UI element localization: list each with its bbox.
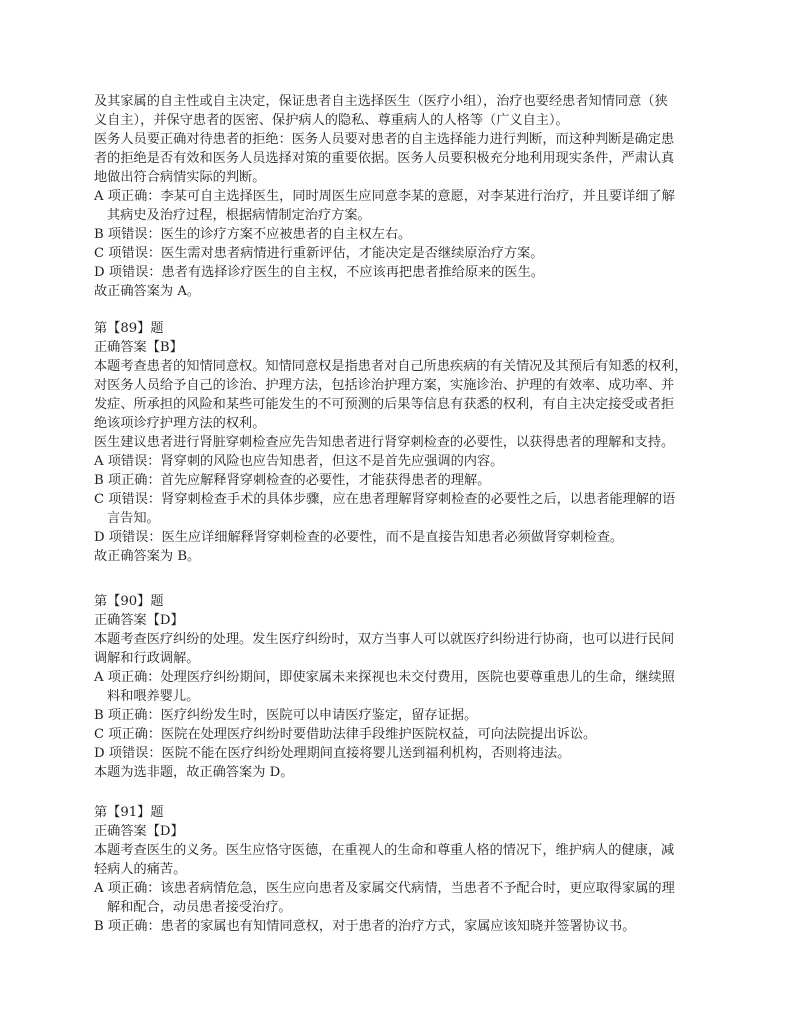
text-line: 及其家属的自主性或自主决定，保证患者自主选择医生（医疗小组），治疗也要经患者知情同意（狭 [94,94,668,109]
text-line: 发症、所承担的风险和某些可能发生的不可预测的后果等信息有获悉的权利，有自主决定接受或者拒 [94,397,675,412]
text-line: 本题考查医疗纠纷的处理。发生医疗纠纷时，双方当事人可以就医疗纠纷进行协商，也可以进行民间 [94,632,675,647]
text-line: 医务人员要正确对待患者的拒绝：医务人员要对患者的自主选择能力进行判断，而这种判断是确定患 [94,132,675,147]
question-title: 第【90】题 [94,594,164,609]
answer-label: 正确答案【D】 [94,613,184,628]
text-line: B 项正确：首先应解释肾穿刺检查的必要性，才能获得患者的理解。 [94,473,491,488]
text-line: 本题考查患者的知情同意权。知情同意权是指患者对自己所患疾病的有关情况及其预后有知悉的权利， [94,359,688,374]
text-line: C 项错误：肾穿刺检查手术的具体步骤，应在患者理解肾穿刺检查的必要性之后，以患者能理解的语 [94,492,676,507]
answer-label: 正确答案【D】 [94,824,184,839]
text-line: 本题考查医生的义务。医生应恪守医德，在重视人的生命和尊重人格的情况下，维护病人的健康，减 [94,843,675,858]
text-line: 者的拒绝是否有效和医务人员选择对策的重要依据。医务人员要积极充分地利用现实条件，严肃认真 [94,151,675,166]
text-line: 轻病人的痛苦。 [94,862,187,877]
question-91 [94,803,714,936]
text-line: 绝该项诊疗护理方法的权利。 [94,416,266,431]
text-line: 解和配合，动员患者接受治疗。 [107,900,292,915]
text-line: C 项错误：医生需对患者病情进行重新评估，才能决定是否继续原治疗方案。 [94,246,544,261]
text-line: 义自主），并保守患者的医密、保护病人的隐私、尊重病人的人格等（广义自主）。 [94,113,569,128]
text-line: B 项正确：医疗纠纷发生时，医院可以申请医疗鉴定，留存证据。 [94,708,478,723]
text-line: C 项正确：医院在处理医疗纠纷时要借助法律手段维护医院权益，可向法院提出诉讼。 [94,727,597,742]
text-line: 故正确答案为 A。 [94,284,201,299]
text-line: 料和喂养婴儿。 [107,689,200,704]
text-line: 调解和行政调解。 [94,651,200,666]
question-90 [94,592,714,782]
text-line: 医生建议患者进行肾脏穿刺检查应先告知患者进行肾穿刺检查的必要性，以获得患者的理解和支持。 [94,435,675,450]
text-line: 地做出符合病情实际的判断。 [94,170,266,185]
text-line: D 项错误：医生应详细解释肾穿刺检查的必要性，而不是直接告知患者必须做肾穿刺检查。 [94,530,624,545]
text-line: 对医务人员给予自己的诊治、护理方法，包括诊治护理方案，实施诊治、护理的有效率、成功率、并 [94,378,675,393]
text-line: B 项错误：医生的诊疗方案不应被患者的自主权左右。 [94,227,412,242]
text-line: A 项正确：处理医疗纠纷期间，即使家属未来探视也未交付费用，医院也要尊重患儿的生命，继续照 [94,670,675,685]
text-line: 言告知。 [107,511,160,526]
text-line: 故正确答案为 B。 [94,549,201,564]
question-89 [94,319,714,566]
text-line: A 项正确：李某可自主选择医生，同时周医生应同意李某的意愿，对李某进行治疗，并且要详细了解 [94,189,675,204]
text-line: D 项错误：医院不能在医疗纠纷处理期间直接将婴儿送到福利机构，否则将违法。 [94,746,571,761]
question-title: 第【91】题 [94,805,164,820]
text-line: 其病史及治疗过程，根据病情制定治疗方案。 [107,208,371,223]
text-line: A 项错误：肾穿刺的风险也应告知患者，但这不是首先应强调的内容。 [94,454,504,469]
text-line: B 项正确：患者的家属也有知情同意权，对于患者的治疗方式，家属应该知晓并签署协议书。 [94,919,636,934]
continuation-block [94,92,714,301]
question-title: 第【89】题 [94,321,164,336]
text-line: A 项正确：该患者病情危急，医生应向患者及家属交代病情，当患者不予配合时，更应取得家属的理 [94,881,675,896]
answer-label: 正确答案【B】 [94,340,183,355]
text-line: 本题为选非题，故正确答案为 D。 [94,765,294,780]
text-line: D 项错误：患者有选择诊疗医生的自主权，不应该再把患者推给原来的医生。 [94,265,544,280]
